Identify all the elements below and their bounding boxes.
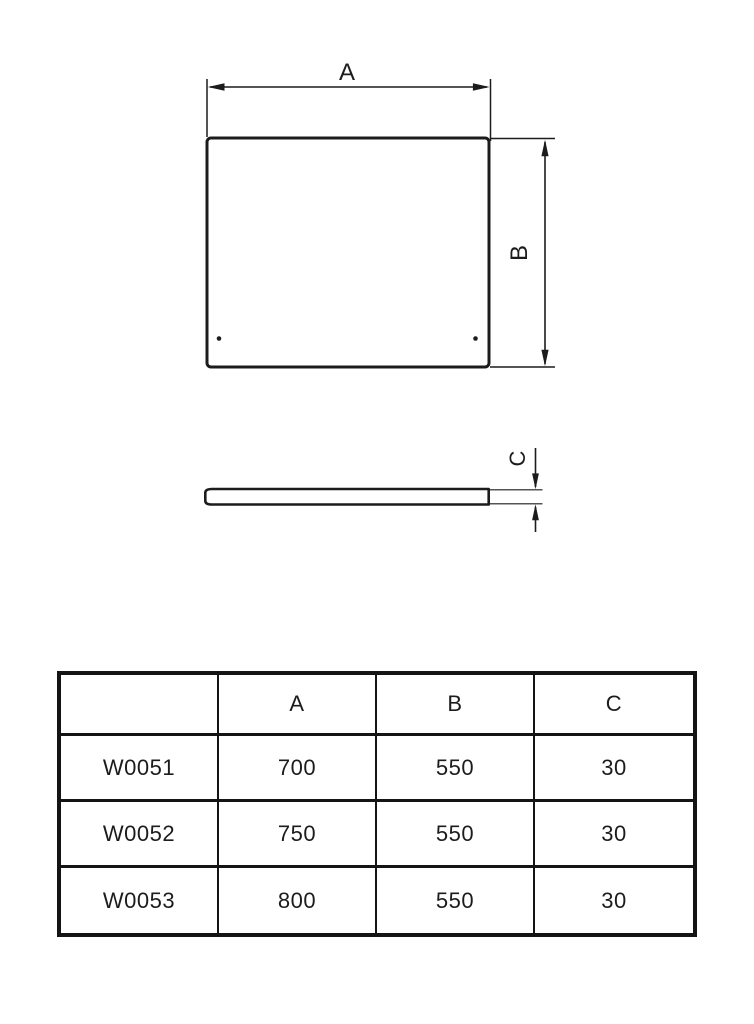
dim-label-a: A: [338, 59, 356, 86]
table-header-b: B: [377, 675, 535, 736]
dimension-c: [489, 448, 543, 532]
table-header-c: C: [535, 675, 693, 736]
table-cell-c: 30: [535, 736, 693, 802]
dim-c-arrow-up-icon: [532, 504, 539, 520]
table-cell-a: 700: [219, 736, 377, 802]
table-cell-b: 550: [377, 868, 535, 933]
table-cell-code: W0051: [61, 736, 219, 802]
dim-label-c: C: [505, 450, 530, 467]
panel-profile: [205, 489, 488, 505]
table-cell-a: 800: [219, 868, 377, 933]
table-cell-b: 550: [377, 736, 535, 802]
table-cell-c: 30: [535, 802, 693, 868]
dim-c-arrow-down-icon: [532, 473, 539, 489]
table-cell-b: 550: [377, 802, 535, 868]
dimension-a: [207, 59, 491, 141]
panel-outline: [207, 138, 489, 367]
dim-b-arrow-up-icon: [541, 140, 548, 157]
spec-table: [57, 671, 697, 937]
table-cell-c: 30: [535, 868, 693, 933]
dim-b-arrow-down-icon: [541, 350, 548, 367]
table-cell-code: W0052: [61, 802, 219, 868]
dim-a-arrow-left-icon: [208, 83, 225, 91]
mounting-hole-right: [473, 336, 478, 341]
dimension-b: [490, 139, 555, 368]
table-cell-code: W0053: [61, 868, 219, 933]
table-cell-a: 750: [219, 802, 377, 868]
dim-label-b: B: [506, 244, 533, 262]
table-header-code: [61, 675, 219, 736]
top-view: [207, 59, 555, 367]
table-header-a: A: [219, 675, 377, 736]
dim-a-arrow-right-icon: [473, 83, 490, 91]
mounting-hole-left: [217, 336, 222, 341]
side-view: [205, 448, 542, 532]
